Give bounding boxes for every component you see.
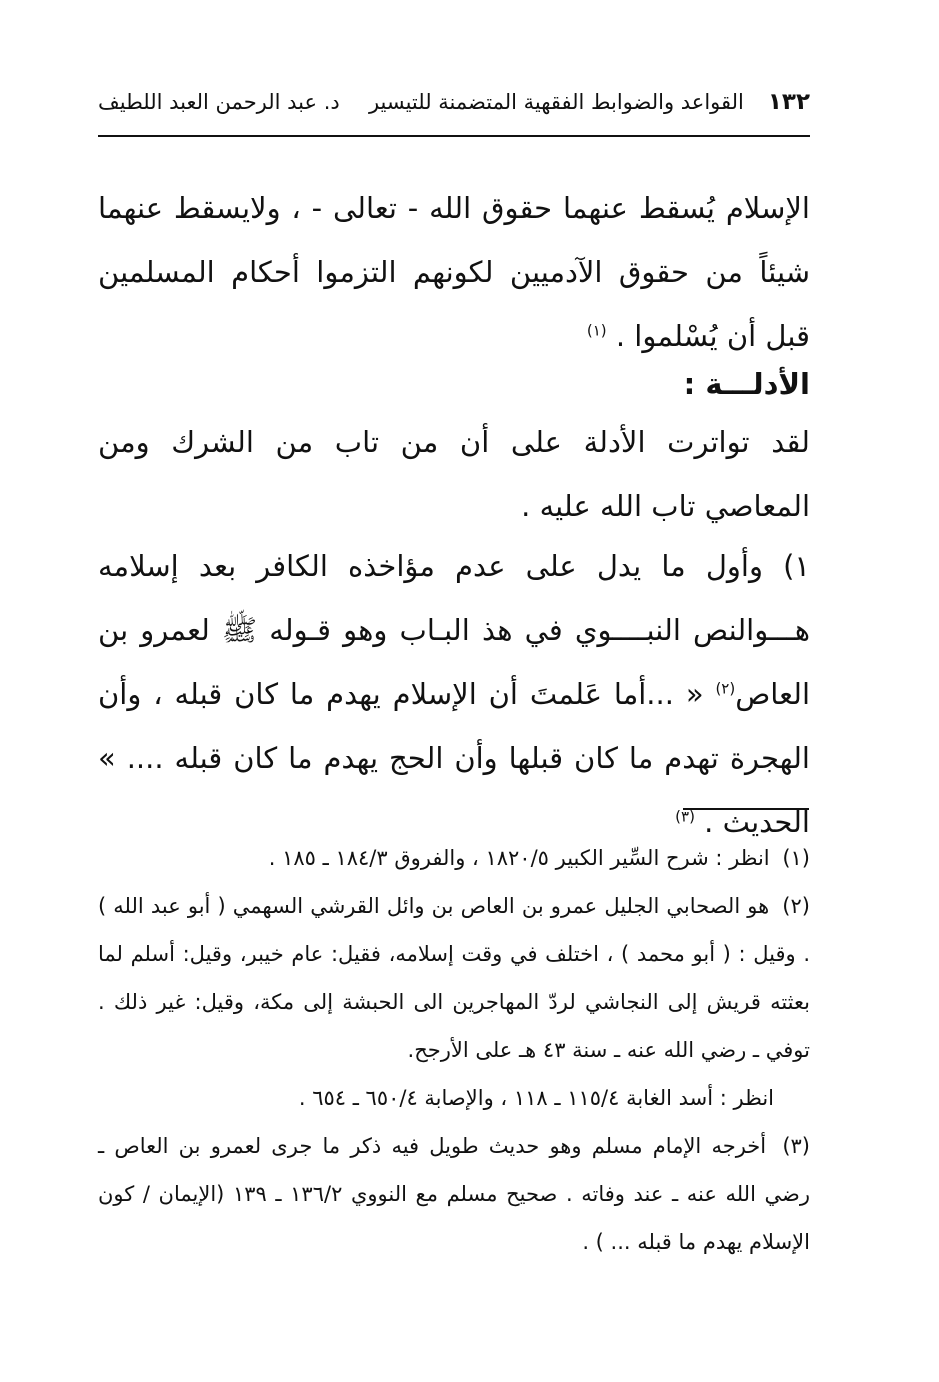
item-number: ١) <box>783 549 810 583</box>
footnote-text: انظر : شرح السِّير الكبير ١٨٢٠/٥ ، والفروق ١٨٤/٣ ـ ١٨٥ . <box>268 846 770 870</box>
page-number: ١٣٢ <box>767 89 810 115</box>
footnote-text: أخرجه الإمام مسلم وهو حديث طويل فيه ذكر ما جرى لعمرو بن العاص ـ رضي الله عنه ـ عند وفاته . صحيح مسلم مع النووي ١٣٦/٢ ـ ١٣٩ (الإيمان / كون الإسلام يهدم ما قبله ... ) . <box>98 1134 810 1254</box>
footnote-number: (١) <box>782 846 810 870</box>
footnote-number: (٣) <box>782 1134 810 1158</box>
header-divider <box>98 135 810 137</box>
footnote-ref-3: (٣) <box>675 807 695 826</box>
book-title: القواعد والضوابط الفقهية المتضمنة للتيسير <box>368 90 744 114</box>
footnote-3 <box>98 1122 810 1266</box>
footnote-number: (٢) <box>782 894 810 918</box>
footnote-ref-1: (١) <box>586 321 607 340</box>
footnote-1 <box>98 834 810 882</box>
footnote-2-source <box>98 1074 810 1122</box>
hadith-quote: « ...أما عَلمتَ أن الإسلام يهدم ما كان قبله ، وأن الهجرة تهدم ما كان قبلها وأن الحج يهدم ما كان قبله .... » الحديث . <box>98 677 810 839</box>
evidence-item-1 <box>98 534 810 854</box>
footnote-ref-2: (٢) <box>715 679 736 698</box>
paragraph-rights <box>98 176 810 368</box>
footnote-text: هو الصحابي الجليل عمرو بن العاص بن وائل القرشي السهمي ( أبو عبد الله ) . وقيل : ( أبو محمد ) ، اختلف في وقت إسلامه، فقيل: عام خيبر، وقيل: أسلم لما بعثته قريش إلى النجاشي لردّ المهاجرين الى الحبشة إلى مكة، وقيل: غير ذلك . توفي ـ رضي الله عنه ـ سنة ٤٣ هـ على الأرجح. <box>98 894 810 1062</box>
footnote-2 <box>98 882 810 1074</box>
footnote-source-text: انظر : أسد الغابة ١١٥/٤ ـ ١١٨ ، والإصابة ٦٥٠/٤ ـ ٦٥٤ . <box>298 1086 774 1110</box>
paragraph-repentance <box>98 410 810 538</box>
footnotes-section <box>98 834 810 1266</box>
section-heading-proofs: الأدلـــة : <box>683 367 810 401</box>
footnote-divider <box>683 808 809 810</box>
running-header <box>98 82 810 122</box>
author-name: د. عبد الرحمن العبد اللطيف <box>98 90 340 114</box>
paragraph-text: لقد تواترت الأدلة على أن من تاب من الشرك ومن المعاصي تاب الله عليه . <box>98 425 810 523</box>
item-text-intro: وأول ما يدل على عدم مؤاخذه الكافر بعد إسلامه هـــوالنص النبــــوي في هذ البـاب وهو قـوله ﷺ لعمرو بن العاص <box>98 549 810 711</box>
paragraph-text: الإسلام يُسقط عنهما حقوق الله - تعالى - ، ولايسقط عنهما شيئاً من حقوق الآدميين لكونهم التزموا أحكام المسلمين قبل أن يُسْلموا . <box>98 191 810 353</box>
